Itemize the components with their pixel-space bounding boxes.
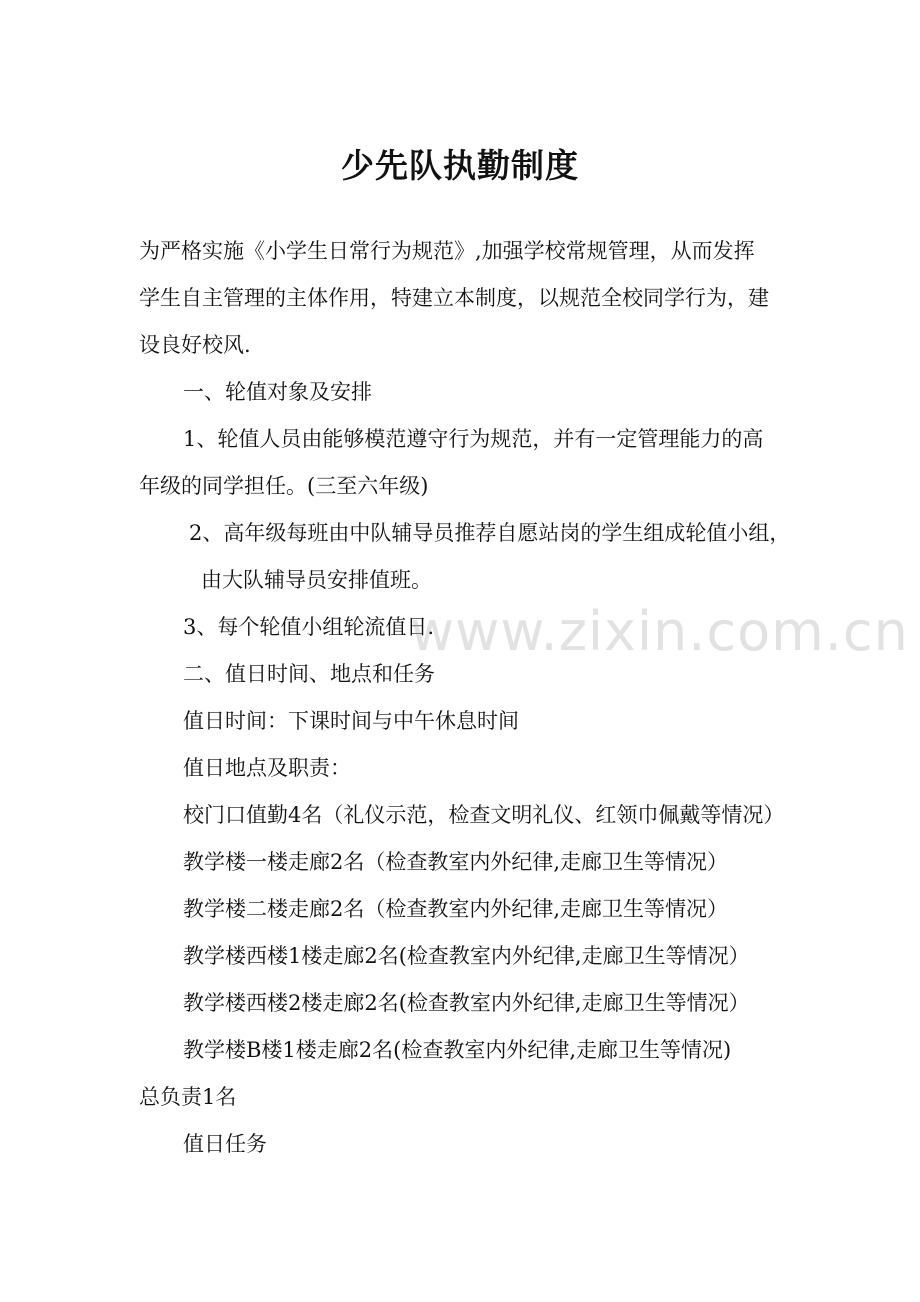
paragraph-line: 2、高年级每班由中队辅导员推荐自愿站岗的学生组成轮值小组， xyxy=(189,521,791,545)
duty-item: 校门口值勤4名（礼仪示范，检查文明礼仪、红领巾佩戴等情况） xyxy=(183,803,785,827)
duty-item: 教学楼一楼走廊2名（检查教室内外纪律,走廊卫生等情况） xyxy=(183,850,729,874)
document-title: 少先队执勤制度 xyxy=(341,146,579,185)
paragraph-line: 3、每个轮值小组轮流值日. xyxy=(183,615,435,639)
paragraph-line: 学生自主管理的主体作用，特建立本制度，以规范全校同学行为，建 xyxy=(139,286,769,310)
paragraph-line: 值日时间：下课时间与中午休息时间 xyxy=(183,709,519,733)
watermark-text: www.zixin.com.cn xyxy=(410,600,909,663)
paragraph-line: 总负责1名 xyxy=(139,1085,237,1109)
paragraph-line: 年级的同学担任。(三至六年级) xyxy=(139,474,429,498)
paragraph-line: 为严格实施《小学生日常行为规范》,加强学校常规管理，从而发挥 xyxy=(139,239,755,263)
section-heading: 二、值日时间、地点和任务 xyxy=(183,662,435,686)
paragraph-line: 值日任务 xyxy=(183,1132,267,1156)
paragraph-line: 1、轮值人员由能够模范遵守行为规范，并有一定管理能力的高 xyxy=(183,427,764,451)
duty-item: 教学楼B楼1楼走廊2名(检查教室内外纪律,走廊卫生等情况) xyxy=(183,1038,732,1062)
duty-item: 教学楼西楼2楼走廊2名(检查教室内外纪律,走廊卫生等情况） xyxy=(183,991,750,1015)
duty-item: 教学楼西楼1楼走廊2名(检查教室内外纪律,走廊卫生等情况） xyxy=(183,944,750,968)
duty-item: 教学楼二楼走廊2名（检查教室内外纪律,走廊卫生等情况） xyxy=(183,897,729,921)
paragraph-line: 值日地点及职责： xyxy=(183,756,351,780)
section-heading: 一、轮值对象及安排 xyxy=(183,380,372,404)
paragraph-line: 设良好校风. xyxy=(139,333,251,357)
paragraph-line: 由大队辅导员安排值班。 xyxy=(201,568,432,592)
